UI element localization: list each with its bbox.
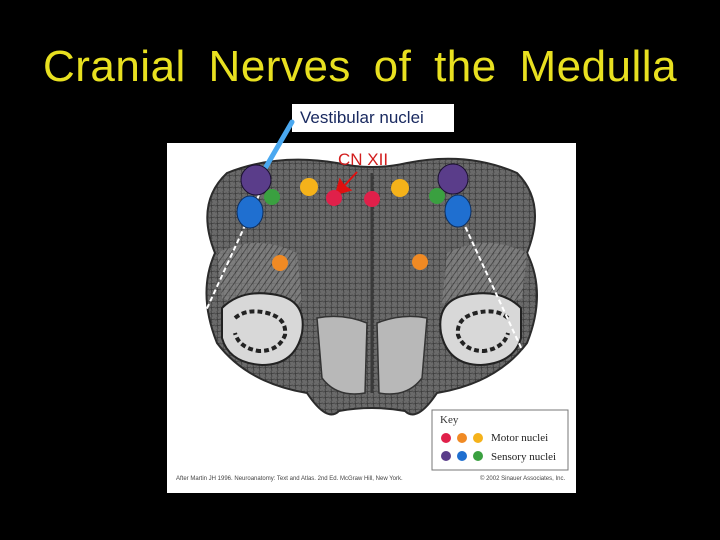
motor-nucleus-red-left (326, 190, 342, 206)
cn-xii-arrow (336, 172, 357, 194)
vestibular-nuclei-label: Vestibular nuclei (300, 108, 424, 127)
motor-nucleus-orange-left (272, 255, 288, 271)
sensory-nucleus-blue-right (445, 195, 471, 227)
key-title: Key (440, 414, 459, 426)
slide-title: Cranial Nerves of the Medulla (42, 42, 678, 91)
key-motor-red-dot (441, 433, 451, 443)
sensory-nucleus-green-left (264, 189, 280, 205)
key-sensory-label: Sensory nuclei (491, 451, 557, 463)
key-sensory-blue-dot (457, 451, 467, 461)
motor-nucleus-yellow-left (300, 178, 318, 196)
key-motor-orange-dot (457, 433, 467, 443)
sensory-nucleus-green-right (429, 188, 445, 204)
key-sensory-green-dot (473, 451, 483, 461)
motor-nucleus-orange-right (412, 254, 428, 270)
copyright-credit: © 2002 Sinauer Associates, Inc. (480, 476, 566, 482)
key-motor-yellow-dot (473, 433, 483, 443)
motor-nucleus-yellow-right (391, 179, 409, 197)
motor-nucleus-red-right (364, 191, 380, 207)
vestibular-arrow (263, 122, 292, 172)
sensory-nucleus-purple-left (241, 165, 271, 195)
key-sensory-purple-dot (441, 451, 451, 461)
sensory-nucleus-blue-left (237, 196, 263, 228)
figure-credit: After Martin JH 1996. Neuroanatomy: Text and Atlas. 2nd Ed. McGraw Hill, New York. (176, 476, 403, 482)
sensory-nucleus-purple-right (438, 164, 468, 194)
key-motor-label: Motor nuclei (491, 432, 549, 444)
cn-xii-label: CN XII (338, 150, 389, 169)
